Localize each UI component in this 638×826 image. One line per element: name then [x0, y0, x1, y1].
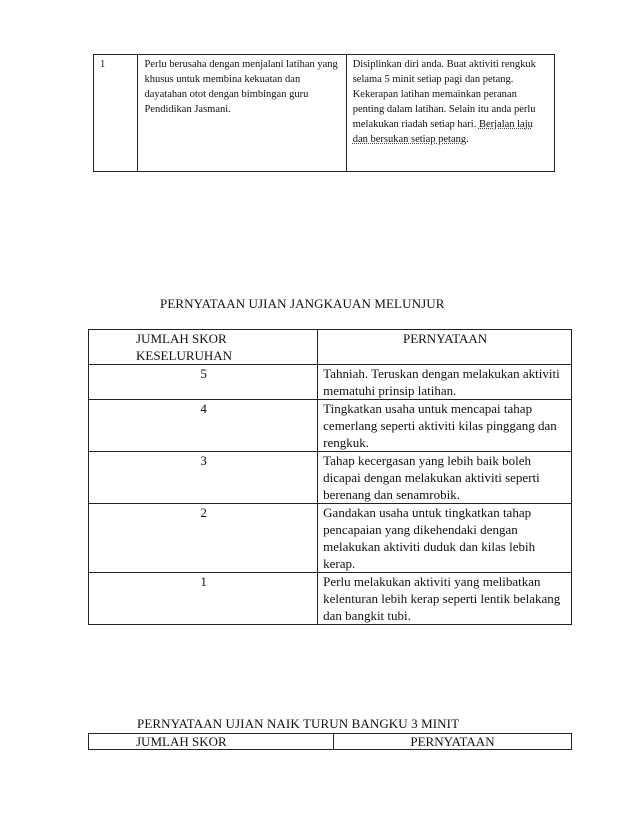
- score-cell: 2: [89, 504, 318, 573]
- continuation-table: [93, 54, 555, 172]
- score-cell: 1: [89, 573, 318, 625]
- table-row: [89, 452, 572, 504]
- table-row: [89, 365, 572, 400]
- score-cell: 5: [89, 365, 318, 400]
- reach-statement-table: [88, 329, 572, 625]
- header-statement: PERNYATAAN: [334, 734, 572, 750]
- step-statement-table: [88, 733, 572, 750]
- score-cell: 4: [89, 400, 318, 452]
- table-row: [89, 400, 572, 452]
- table-header-row: [89, 330, 572, 365]
- row-number: 1: [94, 55, 138, 172]
- score-cell: 3: [89, 452, 318, 504]
- statement-cell: Perlu melakukan aktiviti yang melibatkan kelenturan lebih kerap seperti lentik belakang dan bangkit tubi.: [318, 573, 572, 625]
- table-row: [89, 573, 572, 625]
- advice-cell: [346, 55, 554, 172]
- table-row: [94, 55, 555, 172]
- section-title-step: PERNYATAAN UJIAN NAIK TURUN BANGKU 3 MINIT: [137, 716, 460, 731]
- table-row: [89, 504, 572, 573]
- header-score: JUMLAH SKOR: [89, 734, 334, 750]
- advice-underlined-text: Berjalan laju dan bersukan setiap petang.: [352, 119, 533, 145]
- section-title-reach: PERNYATAAN UJIAN JANGKAUAN MELUNJUR: [160, 296, 445, 311]
- header-statement: PERNYATAAN: [318, 330, 572, 365]
- statement-cell: Gandakan usaha untuk tingkatkan tahap pencapaian yang dikehendaki dengan melakukan aktiviti duduk dan kilas lebih kerap.: [318, 504, 572, 573]
- header-score: JUMLAH SKOR KESELURUHAN: [89, 330, 318, 365]
- condition-cell: Perlu berusaha dengan menjalani latihan yang khusus untuk membina kekuatan dan dayatahan otot dengan bimbingan guru Pendidikan Jasmani.: [138, 55, 346, 172]
- advice-text: Disiplinkan diri anda. Buat aktiviti rengkuk selama 5 minit setiap pagi dan petang. Kekerapan latihan memainkan peranan penting dalam latihan. Selain itu anda perlu melakukan riadah setiap hari.: [352, 59, 536, 130]
- statement-cell: Tingkatkan usaha untuk mencapai tahap cemerlang seperti aktiviti kilas pinggang dan rengkuk.: [318, 400, 572, 452]
- statement-cell: Tahniah. Teruskan dengan melakukan aktiviti mematuhi prinsip latihan.: [318, 365, 572, 400]
- statement-cell: Tahap kecergasan yang lebih baik boleh dicapai dengan melakukan aktiviti seperti berenang dan senamrobik.: [318, 452, 572, 504]
- table-header-row: [89, 734, 572, 750]
